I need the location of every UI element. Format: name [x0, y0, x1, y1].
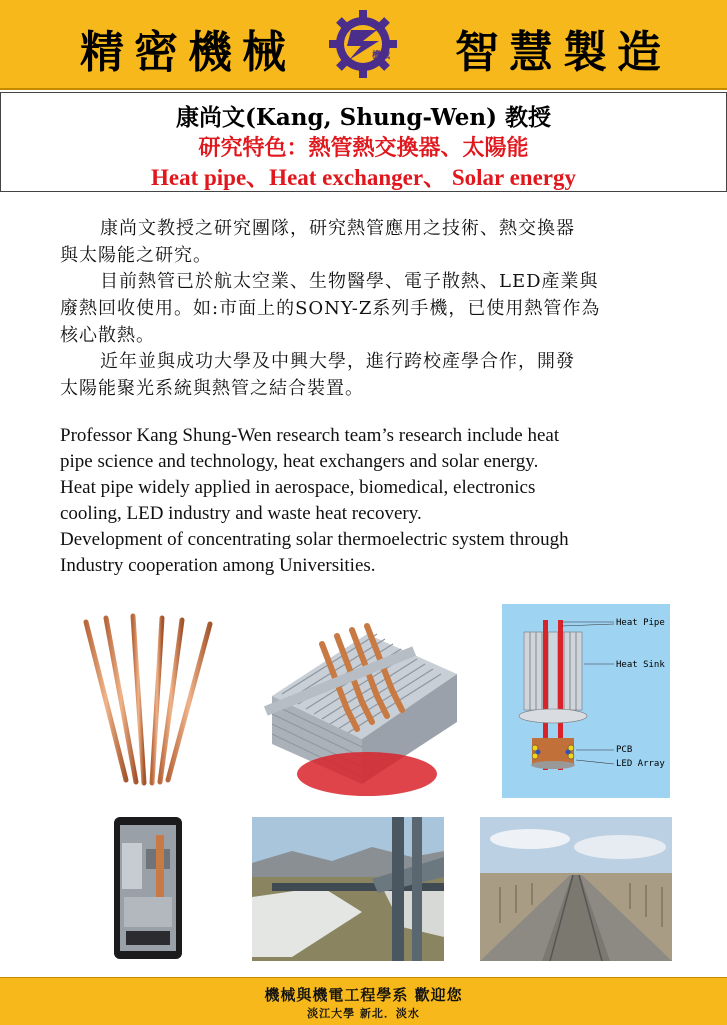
- footer-department: 機械與機電工程學系 歡迎您: [264, 986, 463, 1004]
- en-line: Professor Kang Shung-Wen research team’s research include heat: [60, 425, 560, 446]
- zh-line: 與太陽能之研究。: [60, 245, 212, 266]
- header-left-text: 精密機械: [80, 27, 296, 78]
- en-line: Development of concentrating solar thermoelectric system through: [60, 529, 569, 550]
- label-heat-pipe: Heat Pipe: [616, 618, 665, 628]
- title-box: [0, 92, 727, 192]
- led-heatpipe-diagram: [502, 604, 670, 798]
- research-feature-en: Heat pipe、Heat exchanger、 Solar energy: [150, 165, 576, 190]
- professor-name: 康尚文(Kang, Shung-Wen) 教授: [176, 104, 551, 131]
- zh-line: 目前熱管已於航太空業、生物醫學、電子散熱、LED產業與: [100, 271, 599, 292]
- department-logo: [327, 8, 399, 80]
- railway-photo: [480, 817, 672, 961]
- label-led-array: LED Array: [616, 759, 665, 769]
- en-line: Heat pipe widely applied in aerospace, biomedical, electronics: [60, 477, 536, 498]
- header-banner: [0, 0, 727, 90]
- label-pcb: PCB: [616, 745, 633, 755]
- phone-heatpipe-photo: [112, 815, 184, 961]
- logo-text: 機械: [372, 51, 391, 61]
- en-line: cooling, LED industry and waste heat recovery.: [60, 503, 422, 524]
- label-heat-sink: Heat Sink: [616, 660, 665, 670]
- research-feature-zh: 研究特色：熱管熱交換器、太陽能: [198, 135, 529, 161]
- zh-line: 廢熱回收使用。如:市面上的SONY-Z系列手機，已使用熱管作為: [60, 298, 601, 319]
- zh-line: 太陽能聚光系統與熱管之結合裝置。: [60, 378, 364, 399]
- zh-line: 核心散熱。: [60, 325, 155, 346]
- heat-pipes-photo: [78, 608, 218, 786]
- zh-line: 近年並與成功大學及中興大學，進行跨校產學合作，開發: [100, 351, 575, 372]
- zh-paragraph-3: [60, 348, 670, 402]
- header-right-text: 智慧製造: [455, 27, 671, 78]
- zh-line: 康尚文教授之研究團隊，研究熱管應用之技術、熱交換器: [100, 218, 575, 239]
- zh-paragraph-2: [60, 268, 670, 349]
- cpu-cooler-photo: [252, 604, 466, 802]
- footer-university: 淡江大學 新北．淡水: [307, 1007, 420, 1020]
- zh-paragraph-1: [60, 215, 670, 269]
- en-paragraph: [60, 423, 680, 579]
- pipeline-landscape-photo: [252, 817, 444, 961]
- en-line: pipe science and technology, heat exchangers and solar energy.: [60, 451, 539, 472]
- en-line: Industry cooperation among Universities.: [60, 555, 376, 576]
- footer-banner: [0, 977, 727, 1025]
